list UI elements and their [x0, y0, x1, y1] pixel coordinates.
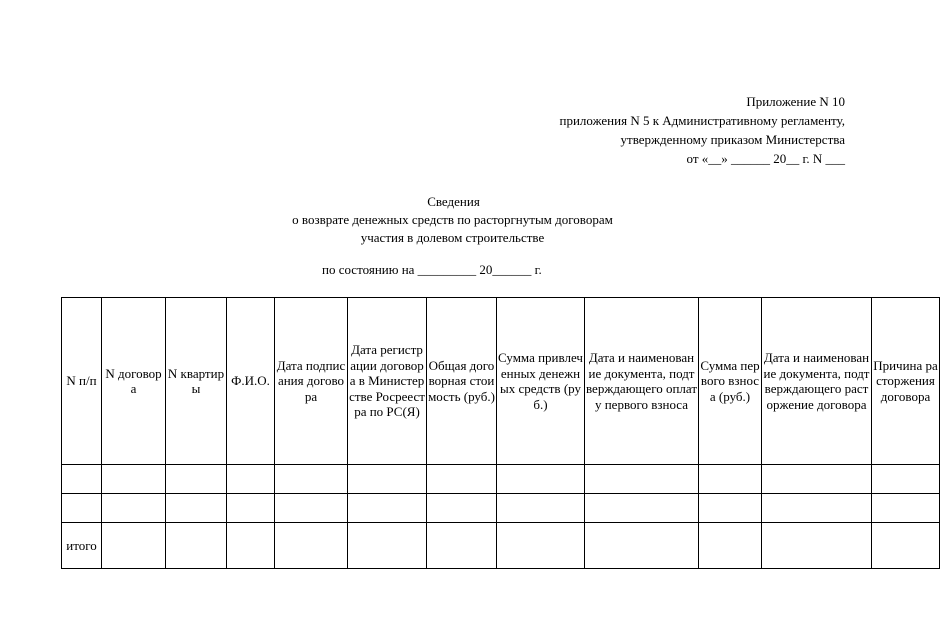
header-cell-signing-date: Дата подписания договора	[275, 298, 348, 465]
table-total-row	[62, 523, 940, 569]
header-cell-termination-reason: Причина расторжения договора	[872, 298, 940, 465]
table-header-row	[62, 298, 940, 465]
header-cell-first-payment-amount: Сумма первого взноса (руб.)	[699, 298, 762, 465]
appendix-reference	[560, 92, 845, 168]
appendix-line-3: утвержденному приказом Министерства	[620, 132, 845, 147]
header-cell-termination-document: Дата и наименование документа, подтверждающего расторжение договора	[762, 298, 872, 465]
header-cell-contract-number: N договора	[102, 298, 166, 465]
header-cell-total-cost: Общая договорная стоимость (руб.)	[427, 298, 497, 465]
header-cell-first-payment-document: Дата и наименование документа, подтверждающего оплату первого взноса	[585, 298, 699, 465]
title-line-3: участия в долевом строительстве	[360, 230, 545, 245]
refund-table	[61, 297, 940, 569]
appendix-line-1: Приложение N 10	[746, 94, 845, 109]
as-of-date-line: по состоянию на _________ 20______ г.	[322, 262, 542, 277]
document-title	[0, 193, 905, 247]
table-row	[62, 494, 940, 523]
header-cell-full-name: Ф.И.О.	[227, 298, 275, 465]
title-line-1: Сведения	[427, 194, 480, 209]
total-label: итого	[62, 523, 102, 569]
header-cell-number: N п/п	[62, 298, 102, 465]
appendix-line-4: от «__» ______ 20__ г. N ___	[686, 151, 845, 166]
header-cell-registration-date: Дата регистрации договора в Министерстве Росреестра по РС(Я)	[348, 298, 427, 465]
appendix-line-2: приложения N 5 к Административному регламенту,	[559, 113, 845, 128]
header-cell-raised-funds: Сумма привлеченных денежных средств (руб.)	[497, 298, 585, 465]
header-cell-apartment-number: N квартиры	[166, 298, 227, 465]
table-row	[62, 465, 940, 494]
title-line-2: о возврате денежных средств по расторгнутым договорам	[292, 212, 613, 227]
